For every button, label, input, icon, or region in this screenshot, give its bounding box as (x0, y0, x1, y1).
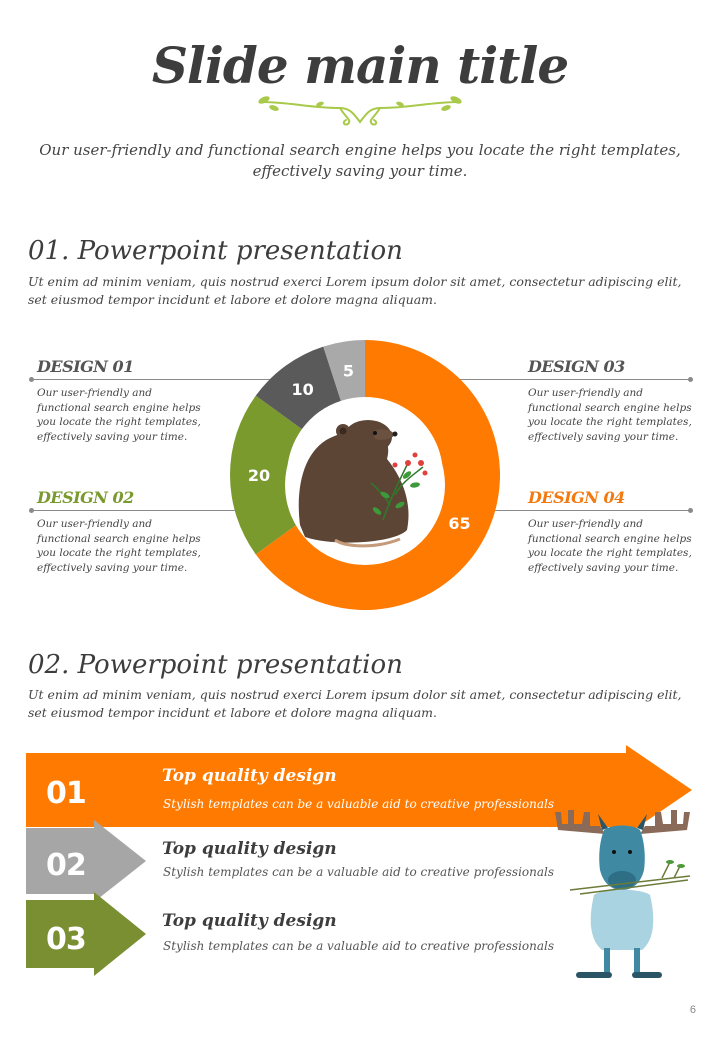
row-02-number: 02 (46, 848, 86, 883)
section1-heading: 01. Powerpoint presentation (28, 236, 403, 266)
row-02-subtitle: Stylish templates can be a valuable aid to creative professionals (163, 865, 555, 879)
row-01-number: 01 (46, 776, 86, 811)
donut-label-5: 5 (342, 361, 354, 381)
design-03-label: DESIGN 03 (528, 357, 625, 376)
donut-label-20: 20 (247, 466, 271, 485)
design-02-text: Our user-friendly and functional search engine helps you locate the right templates, effectively saving your time. (37, 518, 201, 574)
design-04-dot (688, 508, 693, 513)
donut-chart (225, 335, 505, 615)
row-03-title: Top quality design (162, 911, 337, 931)
page-subtitle: Our user-friendly and functional search engine helps you locate the right templates, effectively saving your time. (39, 141, 681, 180)
leaf-flourish-icon (250, 94, 470, 130)
donut-label-10: 10 (291, 380, 314, 400)
section2-text: Ut enim ad minim veniam, quis nostrud exerci Lorem ipsum dolor sit amet, consectetur adipiscing elit, set eiusmod tempor incidunt et labore et dolore magna aliquam. (28, 687, 682, 720)
bear-illustration (285, 405, 445, 565)
row-03-arrow (26, 892, 150, 976)
section1-text: Ut enim ad minim veniam, quis nostrud exerci Lorem ipsum dolor sit amet, consectetur adipiscing elit, set eiusmod tempor incidunt et labore et dolore magna aliquam. (28, 274, 682, 307)
page-title: Slide main title (151, 36, 569, 95)
design-04-connector (482, 510, 690, 511)
design-01-text: Our user-friendly and functional search engine helps you locate the right templates, effectively saving your time. (37, 387, 201, 443)
design-03-dot (688, 377, 693, 382)
row-03-number: 03 (46, 922, 86, 957)
design-02-label: DESIGN 02 (37, 488, 134, 507)
design-02-dot (29, 508, 34, 513)
donut-label-65: 65 (448, 514, 471, 534)
moose-illustration (550, 800, 695, 985)
page-number: 6 (689, 1004, 696, 1016)
row-01-subtitle: Stylish templates can be a valuable aid to creative professionals (163, 797, 555, 811)
design-03-text: Our user-friendly and functional search engine helps you locate the right templates, effectively saving your time. (528, 387, 692, 443)
row-03-subtitle: Stylish templates can be a valuable aid to creative professionals (163, 939, 555, 953)
design-01-dot (29, 377, 34, 382)
section2-heading: 02. Powerpoint presentation (28, 650, 403, 680)
design-04-label: DESIGN 04 (528, 488, 625, 507)
design-04-text: Our user-friendly and functional search engine helps you locate the right templates, effectively saving your time. (528, 518, 692, 574)
design-01-label: DESIGN 01 (37, 357, 134, 376)
row-01-title: Top quality design (162, 766, 337, 786)
row-02-arrow (26, 820, 150, 902)
row-02-title: Top quality design (162, 839, 337, 859)
